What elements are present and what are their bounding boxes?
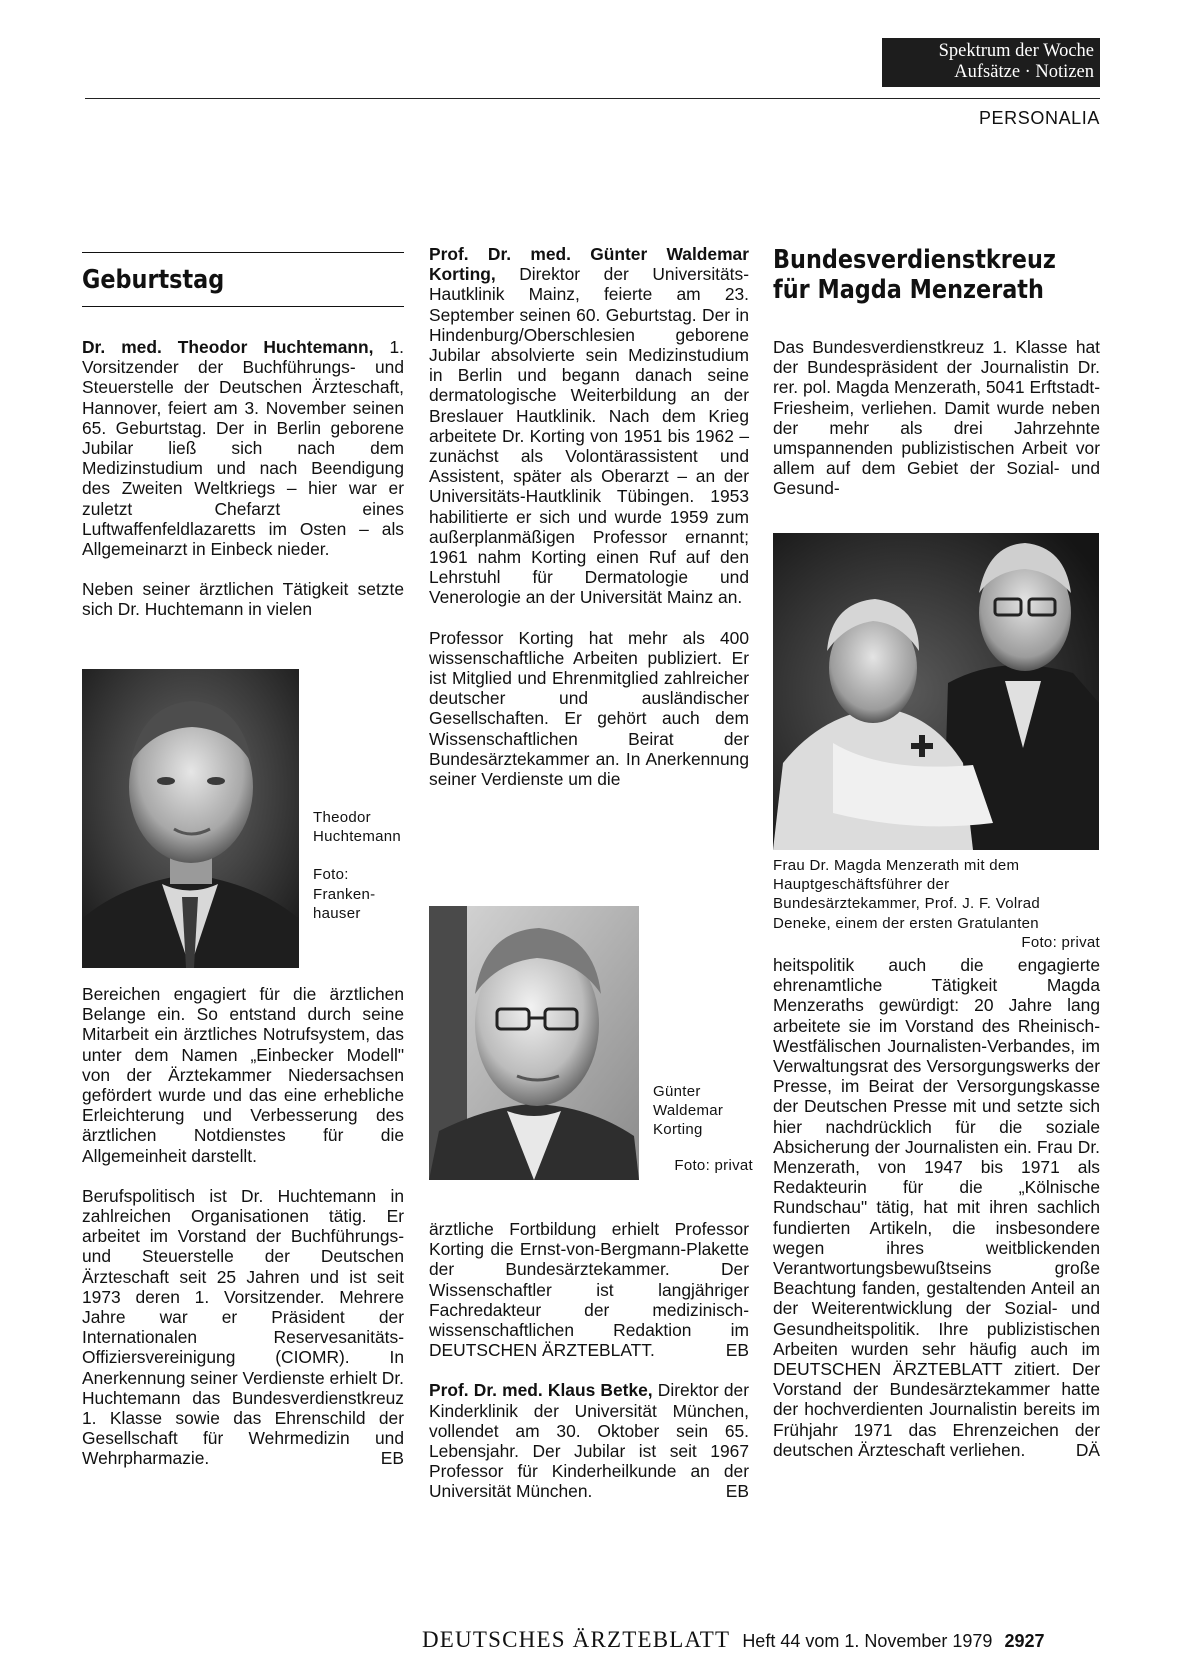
portrait-huchtemann-image: [82, 669, 299, 968]
footer-issue: Heft 44 vom 1. November 1979: [742, 1631, 993, 1651]
article-menzerath-part1: Das Bundesverdienstkreuz 1. Klasse hat der Bundespräsident der Journalistin Dr. rer. pol. Magda Menzerath, 5041 Erftstadt-Friesheim, verliehen. Damit wurde neben der mehr als drei Jahrzehnte umspannenden publizistischen Arbeit vor allem auf dem Gebiet der Sozial- und Gesund-: [773, 337, 1100, 499]
headline-menzerath: [773, 245, 1056, 305]
caption-korting-credit: Foto: privat: [674, 1156, 753, 1174]
top-rule: [85, 98, 1100, 99]
article-menzerath-part2: heitspolitik auch die engagierte ehrenamtliche Tätigkeit Magda Menzeraths gewürdigt: 20 Jahre lang arbeitete sie im Vorstand des Rheinisch-Westfälischen Journalisten-Verbandes, im Verwaltungsrat des Versorgungswerks der Presse, im Beirat der Versorgungskasse der Deutschen Presse mit und setzte sich hier nachdrücklich für die soziale Absicherung der Journalisten ein. Frau Dr. Menzerath, von 1947 bis 1971 als Redakteurin für die „Kölnische Rundschau" tätig, hat mit ihren sachlich fundierten Artikeln, die insbesondere wegen ihres weitblickenden Verantwortungsbewußtseins große Beachtung fanden, gestaltenden Anteil an der Weiterentwicklung der Sozial- und Gesundheitspolitik. Ihre publizistischen Arbeiten wurden sehr häufig auch im DEUTSCHEN ÄRZTEBLATT zitiert. Der Vorstand der Bundesärztekammer hatte der hochverdienten Journalistin bereits im Frühjahr 1971 das Ehrenzeichen der deutschen Ärzteschaft verliehen. DÄ: [773, 955, 1100, 1460]
masthead-box: [882, 38, 1100, 87]
portrait-photo-huchtemann: [82, 669, 299, 968]
signature-eb: EB: [380, 1448, 404, 1469]
photo-menzerath-deneke: [773, 533, 1099, 850]
masthead-line-1: Spektrum der Woche: [938, 41, 1094, 61]
headline-line-2: für Magda Menzerath: [773, 275, 1044, 305]
caption-huchtemann: [313, 808, 403, 923]
person-name-huchtemann: Dr. med. Theodor Huchtemann,: [82, 337, 374, 357]
signature-da: DÄ: [1075, 1439, 1100, 1460]
caption-korting: [653, 1082, 753, 1175]
page-footer: [422, 1627, 1045, 1653]
article-huchtemann-part1: Dr. med. Theodor Huchtemann, 1. Vorsitzender der Buchführungs- und Steuerstelle der Deutschen Ärzteschaft, Hannover, feiert am 3. November seinen 65. Geburtstag. Der in Berlin geborene Jubilar ließ sich nach dem Medizinstudium und nach Beendigung des Zweiten Weltkriegs – hier war er zuletzt Chefarzt eines Luftwaffenfeldlazaretts im Osten – als Allgemeinarzt in Einbeck nieder. Neben seiner ärztlichen Tätigkeit setzte sich Dr. Huchtemann in vielen: [82, 337, 404, 620]
photo-menzerath-image: [773, 533, 1099, 850]
article-huchtemann-part2: Bereichen engagiert für die ärztlichen Belange ein. So entstand durch seine Mitarbeit ein ärztliches Notrufsystem, das unter dem Namen „Einbecker Modell" von der Ärztekammer Niedersachsen gefördert wurde und das eine erhebliche Erleichterung und Verbesserung des ärztlichen Notdienstes für die Allgemeinheit darstellt. Berufspolitisch ist Dr. Huchtemann in zahlreichen Organisationen tätig. Er arbeitet im Vorstand der Buchführungs- und Steuerstelle der Deutschen Ärzteschaft seit 25 Jahren und ist seit 1973 deren 1. Vorsitzender. Mehrere Jahre war er Präsident der Internationalen Reservesanitäts-Offiziersvereinigung (CIOMR). In Anerkennung seiner Verdienste erhielt Dr. Huchtemann das Bundesverdienstkreuz 1. Klasse sowie das Ehrenschild der Gesellschaft für Wehrmedizin und Wehrpharmazie. EB: [82, 984, 404, 1469]
caption-huchtemann-credit: Foto: Frankenhauser: [313, 866, 376, 922]
heading-geburtstag: Geburtstag: [82, 265, 225, 295]
person-name-korting: Prof. Dr. med. Günter Waldemar Korting,: [429, 244, 749, 285]
signature-eb-korting: EB: [725, 1340, 749, 1361]
article-korting-part1: Prof. Dr. med. Günter Waldemar Korting, Direktor der Universitäts-Hautklinik Mainz, feierte am 23. September seinen 60. Geburtstag. Der in Hindenburg/Oberschlesien geborene Jubilar absolvierte sein Medizinstudium in Berlin und begann danach seine dermatologische Weiterbildung an der Breslauer Hautklinik. Nach dem Krieg arbeitete Dr. Korting von 1951 bis 1962 – zunächst als Volontärassistent und Assistent, später als Oberarzt – an der Universitäts-Hautklinik Tübingen. 1953 habilitierte er sich und wurde 1959 zum außerplanmäßigen Professor ernannt; 1961 nahm Korting einen Ruf auf den Lehrstuhl für Dermatologie und Venerologie an der Universität Mainz an. Professor Korting hat mehr als 400 wissenschaftliche Arbeiten publiziert. Er ist Mitglied und Ehrenmitglied zahlreicher deutscher und ausländischer Gesellschaften. Er gehört auch dem Wissenschaftlichen Beirat der Bundesärztekammer an. In Anerkennung seiner Verdienste um die: [429, 244, 749, 790]
article-korting-part2: ärztliche Fortbildung erhielt Professor Korting die Ernst-von-Bergmann-Plakette der Bundesärztekammer. Der Wissenschaftler ist langjähriger Fachredakteur der medizinisch-wissenschaftlichen Redaktion im DEUTSCHEN ÄRZTEBLATT. EB Prof. Dr. med. Klaus Betke, Direktor der Kinderklinik der Universität München, vollendet am 30. Oktober sein 65. Lebensjahr. Der Jubilar ist seit 1967 Professor für Kinderheilkunde an der Universität München. EB: [429, 1219, 749, 1502]
heading-top-rule: [82, 252, 404, 253]
caption-huchtemann-name: Theodor Huchtemann: [313, 809, 402, 846]
portrait-photo-korting: [429, 906, 639, 1180]
caption-menzerath: Frau Dr. Magda Menzerath mit dem Hauptgeschäftsführer der Bundesärztekammer, Prof. J. F. Volrad Deneke, einem der ersten Gratulanten Foto: privat: [773, 857, 1100, 951]
heading-bottom-rule: [82, 306, 404, 307]
footer-publication: DEUTSCHES ÄRZTEBLATT: [422, 1627, 731, 1652]
caption-menzerath-credit: Foto: privat: [1021, 933, 1100, 951]
footer-page-number: 2927: [1004, 1631, 1045, 1651]
person-name-betke: Prof. Dr. med. Klaus Betke,: [429, 1380, 653, 1401]
portrait-korting-image: [429, 906, 639, 1180]
signature-eb-betke: EB: [725, 1481, 749, 1502]
caption-korting-name: Günter Waldemar Korting: [653, 1083, 724, 1139]
masthead-line-2: Aufsätze · Notizen: [954, 62, 1094, 82]
headline-line-1: Bundesverdienstkreuz: [773, 245, 1056, 275]
section-label: PERSONALIA: [978, 108, 1100, 128]
